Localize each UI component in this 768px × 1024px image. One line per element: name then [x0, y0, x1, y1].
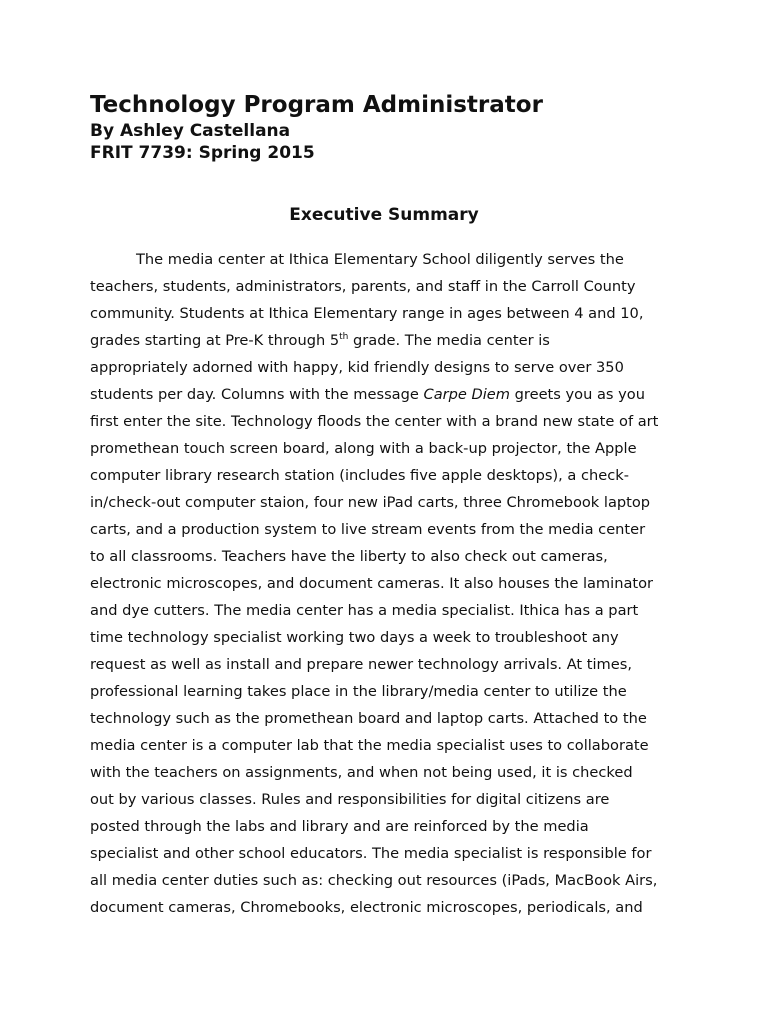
paragraph-line: with the teachers on assignments, and when not being used, it is checked [90, 764, 633, 781]
paragraph-line: The media center at Ithica Elementary School diligently serves the [136, 251, 624, 268]
paragraph-line: appropriately adorned with happy, kid friendly designs to serve over 350 [90, 359, 624, 376]
paragraph-line: out by various classes. Rules and responsibilities for digital citizens are [90, 791, 610, 808]
paragraph-line: carts, and a production system to live stream events from the media center [90, 521, 646, 538]
paragraph-line [90, 381, 690, 408]
course-line: FRIT 7739: Spring 2015 [90, 143, 315, 163]
paragraph-line: specialist and other school educators. The media specialist is responsible for [90, 845, 652, 862]
paragraph-line: community. Students at Ithica Elementary range in ages between 4 and 10, [90, 305, 644, 322]
author-line: By Ashley Castellana [90, 121, 291, 141]
line-text: greets you as you [510, 386, 645, 403]
paragraph-line: professional learning takes place in the library/media center to utilize the [90, 683, 627, 700]
paragraph-line: teachers, students, administrators, parents, and staff in the Carroll County [90, 278, 636, 295]
paragraph-line: in/check-out computer staion, four new iPad carts, three Chromebook laptop [90, 494, 651, 511]
section-heading: Executive Summary [289, 205, 479, 225]
paragraph-line: promethean touch screen board, along with a back-up projector, the Apple [90, 440, 637, 457]
executive-summary-paragraph [90, 246, 690, 921]
line-text: grades starting at Pre-K through 5 [90, 332, 340, 349]
paragraph-line: and dye cutters. The media center has a media specialist. Ithica has a part [90, 602, 639, 619]
paragraph-line: computer library research station (includes five apple desktops), a check- [90, 467, 630, 484]
italic-motto: Carpe Diem [423, 386, 511, 403]
paragraph-line: posted through the labs and library and are reinforced by the media [90, 818, 589, 835]
ordinal-superscript: th [339, 332, 349, 342]
paragraph-line: all media center duties such as: checking out resources (iPads, MacBook Airs, [90, 872, 658, 889]
paragraph-line: request as well as install and prepare newer technology arrivals. At times, [90, 656, 632, 673]
document-title: Technology Program Administrator [90, 92, 543, 118]
paragraph-line: electronic microscopes, and document cameras. It also houses the laminator [90, 575, 654, 592]
paragraph-line: document cameras, Chromebooks, electronic microscopes, periodicals, and [90, 899, 643, 916]
line-text: students per day. Columns with the message [90, 386, 424, 403]
paragraph-line: first enter the site. Technology floods the center with a brand new state of art [90, 413, 659, 430]
paragraph-line [90, 327, 690, 354]
line-text: grade. The media center is [348, 332, 550, 349]
paragraph-line: technology such as the promethean board and laptop carts. Attached to the [90, 710, 647, 727]
paragraph-line: to all classrooms. Teachers have the liberty to also check out cameras, [90, 548, 608, 565]
paragraph-line: media center is a computer lab that the media specialist uses to collaborate [90, 737, 649, 754]
paragraph-line: time technology specialist working two days a week to troubleshoot any [90, 629, 619, 646]
